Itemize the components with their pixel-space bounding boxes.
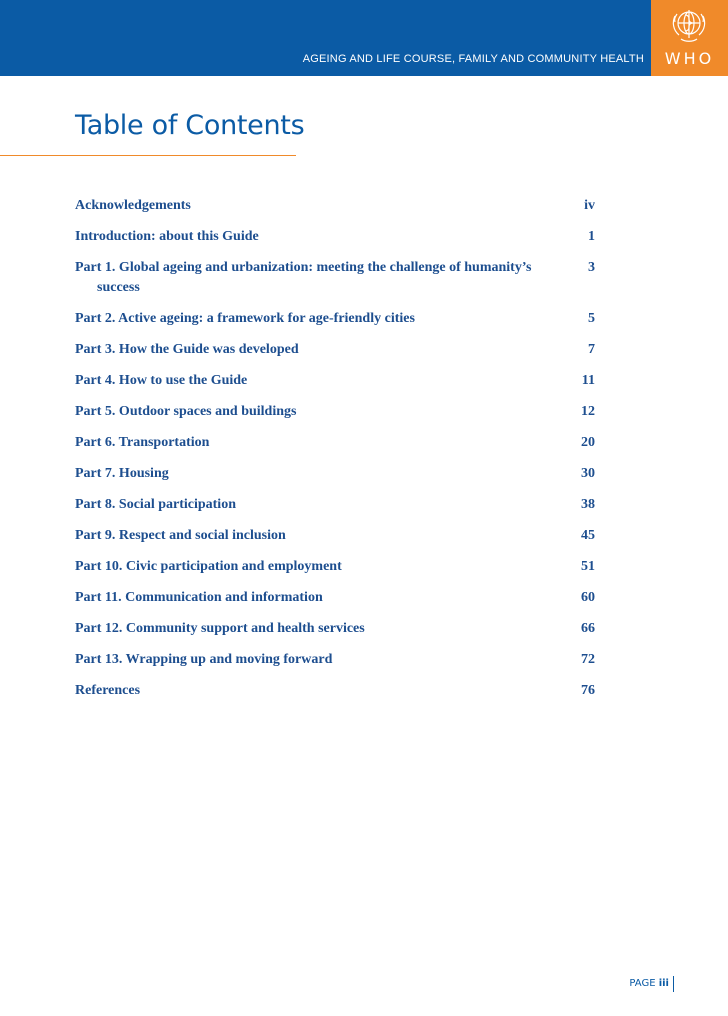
who-logo <box>651 0 728 76</box>
toc-entry-page: 60 <box>581 590 595 605</box>
toc-entry-label: Part 11. Communication and information <box>75 590 323 605</box>
toc-entry-page: 76 <box>581 683 595 698</box>
toc-entry[interactable] <box>75 588 595 608</box>
toc-entry-page: 11 <box>581 373 595 388</box>
page-number: iii <box>658 978 669 989</box>
header-bar <box>0 0 728 76</box>
toc-entry-label: Introduction: about this Guide <box>75 229 259 244</box>
who-emblem-icon <box>669 6 709 44</box>
toc-entry[interactable] <box>75 619 595 639</box>
toc-entry-page: 5 <box>588 311 595 326</box>
toc-entry[interactable] <box>75 650 595 670</box>
toc-entry[interactable] <box>75 258 595 298</box>
toc-entry-page: 12 <box>581 404 595 419</box>
toc-entry[interactable] <box>75 227 595 247</box>
toc-entry-page: 45 <box>581 528 595 543</box>
toc-entry-label: Part 3. How the Guide was developed <box>75 342 299 357</box>
toc-entry-label: Part 12. Community support and health services <box>75 621 365 636</box>
toc-entry-page: 30 <box>581 466 595 481</box>
toc-entry-label: Part 2. Active ageing: a framework for age-friendly cities <box>75 311 415 326</box>
page-number-footer <box>629 976 674 992</box>
toc-entry[interactable] <box>75 464 595 484</box>
toc-entry-label: Part 9. Respect and social inclusion <box>75 528 286 543</box>
page-title: Table of Contents <box>75 110 305 141</box>
toc-entry-page: 3 <box>588 260 595 275</box>
toc-entry-label: Part 7. Housing <box>75 466 169 481</box>
toc-entry[interactable] <box>75 371 595 391</box>
page-label: PAGE <box>629 978 656 989</box>
who-logo-text: WHO <box>664 49 715 68</box>
toc-entry-label: Part 10. Civic participation and employment <box>75 559 342 574</box>
toc-entry[interactable] <box>75 402 595 422</box>
toc-entry-label: Part 1. Global ageing and urbanization: meeting the challenge of humanity’s success <box>75 260 532 295</box>
toc-entry-label: References <box>75 683 141 698</box>
header-section-label: AGEING AND LIFE COURSE, FAMILY AND COMMUNITY HEALTH <box>302 53 644 65</box>
toc-entry-label: Part 4. How to use the Guide <box>75 373 248 388</box>
toc-entry[interactable] <box>75 340 595 360</box>
toc-entry[interactable] <box>75 526 595 546</box>
toc-entry-page: 7 <box>588 342 595 357</box>
title-underline <box>0 155 296 156</box>
toc-entry-label: Part 6. Transportation <box>75 435 210 450</box>
toc-entry-page: 1 <box>588 229 595 244</box>
toc-entry-page: iv <box>584 198 595 213</box>
toc-entry[interactable] <box>75 557 595 577</box>
toc-entry[interactable] <box>75 196 595 216</box>
toc-entry-label: Part 5. Outdoor spaces and buildings <box>75 404 297 419</box>
toc-entry-page: 38 <box>581 497 595 512</box>
toc-entry-page: 72 <box>581 652 595 667</box>
toc-entry-page: 51 <box>581 559 595 574</box>
toc-entry[interactable] <box>75 495 595 515</box>
toc-entry-label: Acknowledgements <box>75 198 191 213</box>
toc-entry[interactable] <box>75 681 595 701</box>
toc-entry[interactable] <box>75 433 595 453</box>
toc-entry-label: Part 13. Wrapping up and moving forward <box>75 652 333 667</box>
toc-entry[interactable] <box>75 309 595 329</box>
toc-entry-page: 20 <box>581 435 595 450</box>
toc-entry-page: 66 <box>581 621 595 636</box>
toc-entry-label: Part 8. Social participation <box>75 497 236 512</box>
